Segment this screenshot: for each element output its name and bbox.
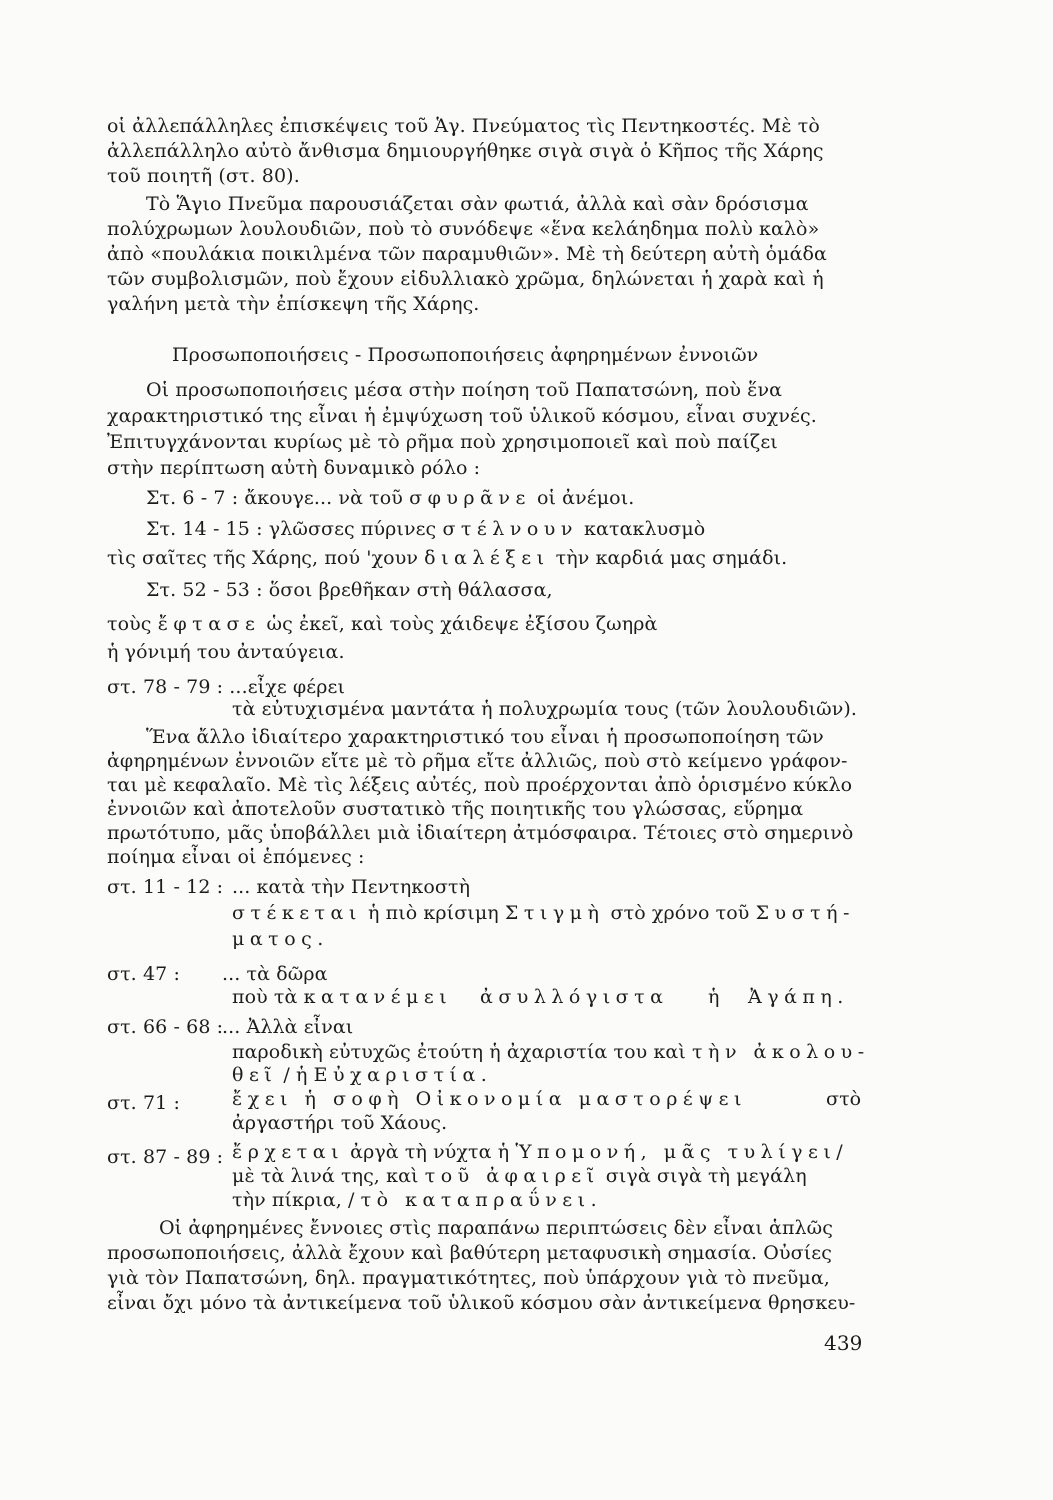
quote-text: Στ. 6 - 7 : ἄκουγε... νὰ τοῦ (146, 487, 410, 509)
quote-line: ἡ γόνιμή του ἀνταύγεια. (107, 641, 345, 663)
quote-line (232, 1040, 870, 1064)
quote-line (480, 985, 669, 1009)
text-line: πολύχρωμων λουλουδιῶν, ποὺ τὸ συνόδεψε «ἕνα κελάηδημα πολὺ καλὸ» (107, 218, 820, 240)
text-line: εἶναι ὄχι μόνο τὰ ἀντικείμενα τοῦ ὑλικοῦ κόσμου σὰν ἀντικείμενα θρησκευ- (107, 1292, 856, 1314)
spaced-word: Συστή- (755, 902, 855, 924)
quote-line: στὸ (826, 1088, 862, 1110)
text-line: Ἕνα ἄλλο ἰδιαίτερο χαρακτηριστικό του εἶναι ἡ προσωποποίηση τῶν (146, 726, 824, 748)
quote-line: ... τὰ δῶρα (222, 963, 328, 985)
verse-label: στ. 87 - 89 : (107, 1146, 224, 1168)
spaced-word: τὸ καταπραΰνει. (360, 1189, 603, 1211)
quote-text: τὴν καρδιά μας σημάδι. (549, 547, 788, 569)
spaced-word: Ὑπομονή, μᾶς τυλίγει (515, 1141, 837, 1163)
quote-line (232, 1188, 602, 1212)
verse-label: στ. 11 - 12 : (107, 876, 224, 898)
quote-text: / (836, 1141, 843, 1163)
spaced-word: στέλνουν (442, 518, 578, 540)
spaced-word: τὴν ἀκολου- (692, 1041, 870, 1063)
quote-text: στὸ χρόνο τοῦ (604, 902, 756, 924)
quote-line (232, 927, 329, 951)
text-line: Οἱ προσωποποιήσεις μέσα στὴν ποίηση τοῦ Παπατσώνη, ποὺ ἕνα (146, 379, 783, 401)
quote-text: τὴν πίκρια, / (232, 1189, 361, 1211)
quote-line (146, 486, 634, 510)
text-line: προσωποποιήσεις, ἀλλὰ ἔχουν καὶ βαθύτερη μεταφυσικὴ σημασία. Οὐσίες (107, 1242, 832, 1264)
quote-line (146, 517, 705, 541)
text-line: χαρακτηριστικό της εἶναι ἡ ἐμψύχωση τοῦ ὑλικοῦ κόσμου, εἶναι συχνές. (107, 405, 817, 427)
spaced-word: ματος. (232, 928, 329, 950)
text-line: Οἱ ἀφηρημένες ἔννοιες στὶς παραπάνω περιπτώσεις δὲν εἶναι ἁπλῶς (159, 1217, 834, 1239)
spaced-word: στέκεται (232, 902, 362, 924)
text-line: πρωτότυπο, μᾶς ὑποβάλλει μιὰ ἰδιαίτερη ἀτμόσφαιρα. Τέτοιες στὸ σημερινὸ (107, 822, 854, 844)
text-line: οἱ ἀλλεπάλληλες ἐπισκέψεις τοῦ Ἁγ. Πνεύματος τὶς Πεντηκοστές. Μὲ τὸ (107, 115, 820, 137)
quote-text: ἡ πιὸ κρίσιμη (361, 902, 505, 924)
verse-label: στ. 71 : (107, 1092, 180, 1114)
spaced-word: Ἀγάπη. (748, 986, 849, 1008)
spaced-word: ἔφτασε (157, 613, 261, 635)
quote-line (232, 985, 452, 1009)
spaced-word: Εὐχαριστία. (313, 1064, 493, 1086)
verse-label: στ. 47 : (107, 963, 180, 985)
text-line: τοῦ ποιητῆ (στ. 80). (107, 165, 300, 187)
spaced-word: διαλέξει (424, 547, 550, 569)
quote-text: Στ. 14 - 15 : γλῶσσες πύρινες (146, 518, 443, 540)
quote-line (232, 901, 855, 925)
spaced-word: ἀσυλλόγιστα (480, 986, 669, 1008)
text-line: γαλήνη μετὰ τὴν ἐπίσκεψη τῆς Χάρης. (107, 293, 480, 315)
spaced-word: τοῦ ἀφαιρεῖ (424, 1165, 600, 1187)
spaced-word: ἔχει ἡ σοφὴ Οἰκονομία μαστορέψει (232, 1088, 747, 1110)
quote-line: ... κατὰ τὴν Πεντηκοστὴ (232, 876, 471, 898)
quote-text: σιγὰ σιγὰ τὴ μεγάλη (599, 1165, 807, 1187)
spaced-word: Στιγμὴ (504, 902, 605, 924)
quote-text: ἀργὰ τὴ νύχτα ἡ (344, 1141, 516, 1163)
quote-line: Στ. 52 - 53 : ὅσοι βρεθῆκαν στὴ θάλασσα, (146, 579, 553, 601)
quote-line: ἡ (708, 986, 720, 1008)
text-line: ἀφηρημένων ἐννοιῶν εἴτε μὲ τὸ ρῆμα εἴτε ἀλλιῶς, ποὺ στὸ κείμενο γράφον- (107, 750, 848, 772)
quote-line: τὰ εὐτυχισμένα μαντάτα ἡ πολυχρωμία τους (τῶν λουλουδιῶν). (232, 698, 858, 720)
spaced-word: ἔρχεται (232, 1141, 345, 1163)
quote-text: / ἡ (277, 1064, 314, 1086)
quote-text: ποὺ τὰ (232, 986, 304, 1008)
text-line: ἀλλεπάλληλο αὐτὸ ἄνθισμα δημιουργήθηκε σιγὰ σιγὰ ὁ Κῆπος τῆς Χάρης (107, 140, 824, 162)
quote-text: μὲ τὰ λινά της, καὶ (232, 1165, 425, 1187)
spaced-word: κατανέμει (303, 986, 453, 1008)
quote-text: παροδικὴ εὐτυχῶς ἐτούτη ἡ ἀχαριστία του καὶ (232, 1041, 693, 1063)
text-line: Ἐπιτυγχάνονται κυρίως μὲ τὸ ρῆμα ποὺ χρησιμοποιεῖ καὶ ποὺ παίζει (107, 431, 778, 453)
quote-line (748, 985, 849, 1009)
quote-line: ... Ἀλλὰ εἶναι (222, 1016, 354, 1038)
spaced-word: θεῖ (232, 1064, 278, 1086)
quote-line (232, 1140, 843, 1164)
quote-text: οἱ ἀνέμοι. (530, 487, 635, 509)
quote-text: κατακλυσμὸ (577, 518, 706, 540)
text-line: ται μὲ κεφαλαῖο. Μὲ τὶς λέξεις αὐτές, ποὺ προέρχονται ἀπὸ ὁρισμένο κύκλο (107, 774, 853, 796)
spaced-word: σφυρᾶνε (409, 487, 531, 509)
quote-text: τοὺς (107, 613, 158, 635)
quote-line (232, 1087, 747, 1111)
section-heading: Προσωποποιήσεις - Προσωποποιήσεις ἀφηρημένων ἐννοιῶν (172, 344, 759, 366)
text-line: γιὰ τὸν Παπατσώνη, δηλ. πραγματικότητες, ποὺ ὑπάρχουν γιὰ τὸ πνεῦμα, (107, 1267, 830, 1289)
quote-line (232, 1164, 807, 1188)
quote-line: στ. 78 - 79 : ...εἶχε φέρει (107, 676, 346, 698)
text-line: ἀπὸ «πουλάκια ποικιλμένα τῶν παραμυθιῶν». Μὲ τὴ δεύτερη αὐτὴ ὁμάδα (107, 243, 827, 265)
page-number: 439 (824, 1331, 863, 1355)
quote-line: ἀργαστήρι τοῦ Χάους. (232, 1112, 448, 1134)
verse-label: στ. 66 - 68 : (107, 1016, 224, 1038)
text-line: στὴν περίπτωση αὐτὴ δυναμικὸ ρόλο : (107, 457, 481, 479)
quote-line (232, 1063, 492, 1087)
text-line: τῶν συμβολισμῶν, ποὺ ἔχουν εἰδυλλιακὸ χρῶμα, δηλώνεται ἡ χαρὰ καὶ ἡ (107, 268, 824, 290)
text-line: ἐννοιῶν καὶ ἀποτελοῦν συστατικὸ τῆς ποιητικῆς του γλώσσας, εὕρημα (107, 798, 804, 820)
quote-text: ὡς ἐκεῖ, καὶ τοὺς χάιδεψε ἐξίσου ζωηρὰ (260, 613, 658, 635)
text-line: ποίημα εἶναι οἱ ἑπόμενες : (107, 846, 365, 868)
quote-text: τὶς σαῖτες τῆς Χάρης, πού 'χουν (107, 547, 425, 569)
text-line: Τὸ Ἅγιο Πνεῦμα παρουσιάζεται σὰν φωτιά, ἀλλὰ καὶ σὰν δρόσισμα (146, 193, 809, 215)
quote-line (107, 612, 657, 636)
quote-line (107, 546, 787, 570)
